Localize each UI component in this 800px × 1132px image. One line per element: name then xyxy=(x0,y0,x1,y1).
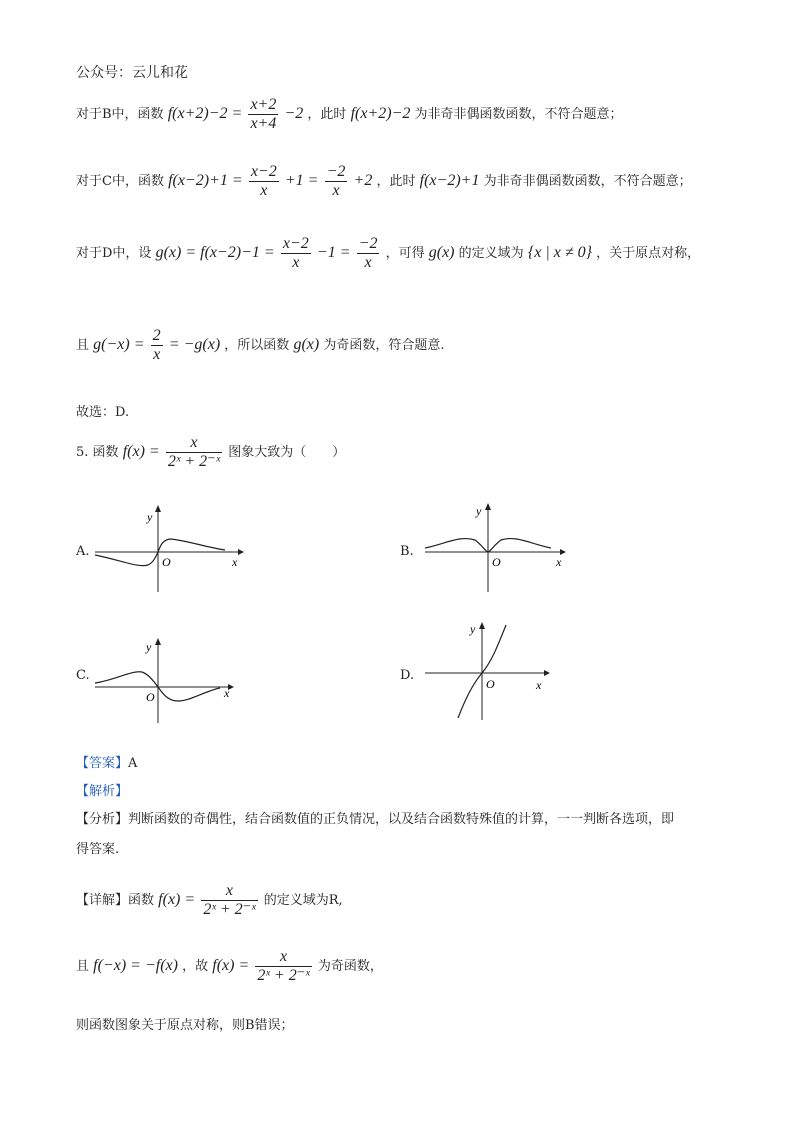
expr-c-mid: +1 = xyxy=(284,172,319,189)
expr-c-repeat: f(x−2)+1 xyxy=(419,172,480,189)
graph-c-y-label: y xyxy=(146,640,152,654)
fenxi-line-2: 得答案. xyxy=(76,842,120,857)
q5-post: 图象大致为（ ） xyxy=(228,445,346,460)
analysis-tag: 【解析】 xyxy=(76,784,129,799)
line-d-post: ，关于原点对称， xyxy=(596,246,701,261)
graph-b-x-label: x xyxy=(556,555,562,569)
graph-a-origin: O xyxy=(162,555,171,569)
option-d-label: D. xyxy=(400,668,415,683)
expr-d-domain: {x | x ≠ 0} xyxy=(527,244,592,261)
q5-frac: $\frac{x}{\text{2ˣ + 2⁻ˣ}}$ xyxy=(167,434,221,470)
graph-b-y-label: y xyxy=(476,504,482,518)
graph-d xyxy=(420,615,580,725)
line-c-mid: ，此时 xyxy=(376,174,416,189)
graph-c-y-arrow xyxy=(155,638,161,645)
graph-c-x-label: x xyxy=(224,686,230,700)
graph-d-y-label: y xyxy=(470,622,476,636)
graph-a-y-arrow xyxy=(155,505,161,512)
fenxi-line-1 xyxy=(76,808,674,827)
line-d-mid2: 的定义域为 xyxy=(458,246,524,261)
expr-gneg-tail: = −g(x) xyxy=(168,336,221,353)
expr-c-lhs: f(x−2)+1 = xyxy=(168,172,243,189)
graph-d-x-arrow xyxy=(544,670,550,676)
detail-tag: 【详解】 xyxy=(76,893,129,908)
line-b-post: 为非奇非偶函数函数，不符合题意； xyxy=(414,107,623,122)
option-b-label: B. xyxy=(400,544,414,559)
expr-g-short: g(x) xyxy=(293,336,320,353)
frac-c2: $\frac{-2}{x}$ xyxy=(326,163,346,199)
line-and-post: 为奇函数，符合题意. xyxy=(323,338,445,353)
answer-tag: 【答案】 xyxy=(76,756,129,771)
detail-fx: f(x) = xyxy=(158,891,196,908)
graph-d-origin: O xyxy=(486,677,495,691)
choice-text: 故选：D. xyxy=(76,405,130,420)
odd-mid: ，故 xyxy=(182,959,209,974)
graph-c xyxy=(90,625,250,725)
expr-b-lhs: f(x+2)−2 = xyxy=(167,105,243,122)
header-text: 公众号：云儿和花 xyxy=(76,65,188,81)
graph-a-x-label: x xyxy=(232,555,238,569)
q5-num: 5. 函数 xyxy=(76,445,119,460)
expr-b-repeat: f(x+2)−2 xyxy=(350,105,411,122)
expr-d-lhs: g(x) = f(x−2)−1 = xyxy=(155,244,275,261)
detail-pre: 函数 xyxy=(128,893,155,908)
option-c-label: C. xyxy=(76,668,90,683)
line-d xyxy=(76,235,700,272)
line-d-mid: ，可得 xyxy=(385,246,425,261)
frac-d2: $\frac{-2}{x}$ xyxy=(358,235,378,271)
answer-value: A xyxy=(128,756,138,771)
odd-line xyxy=(76,948,383,985)
line-and-mid: ，所以函数 xyxy=(224,338,290,353)
line-and-pre: 且 xyxy=(76,338,90,353)
detail-line xyxy=(76,882,343,919)
q5-fx: f(x) = xyxy=(122,443,160,460)
detail-post: 的定义域为R, xyxy=(263,893,343,908)
odd-eq: f(−x) = −f(x) xyxy=(93,957,178,974)
line-and xyxy=(76,327,445,364)
graph-a-x-arrow xyxy=(238,549,244,555)
line-d-pre: 对于D中，设 xyxy=(76,246,152,261)
graph-d-y-arrow xyxy=(479,622,485,629)
last-line: 则函数图象关于原点对称，则B错误； xyxy=(76,1018,294,1033)
option-a-label: A. xyxy=(76,544,90,559)
odd-pre: 且 xyxy=(76,959,90,974)
expr-c-tail: +2 xyxy=(353,172,373,189)
graph-d-x-label: x xyxy=(536,678,542,692)
graph-b xyxy=(420,500,580,595)
expr-d-g: g(x) xyxy=(428,244,455,261)
graph-a-y-label: y xyxy=(147,510,153,524)
line-b-mid: ，此时 xyxy=(307,107,347,122)
fenxi-tag: 【分析】 xyxy=(76,812,129,827)
frac-b: $\frac{x+2}{x+4}$ xyxy=(250,96,277,132)
graph-a xyxy=(90,500,250,595)
graph-b-origin: O xyxy=(492,555,501,569)
expr-d-mid: −1 = xyxy=(316,244,351,261)
graph-c-origin: O xyxy=(146,690,155,704)
detail-frac: $\frac{x}{\text{2ˣ + 2⁻ˣ}}$ xyxy=(203,882,256,918)
question-5 xyxy=(76,434,345,471)
line-c xyxy=(76,163,692,200)
odd-post: 为奇函数， xyxy=(317,959,383,974)
line-c-post: 为非奇非偶函数函数，不符合题意； xyxy=(483,174,692,189)
odd-frac: $\frac{x}{\text{2ˣ + 2⁻ˣ}}$ xyxy=(257,948,310,984)
frac-d1: $\frac{x-2}{x}$ xyxy=(282,235,309,271)
graph-b-y-arrow xyxy=(485,503,491,510)
expr-gneg: g(−x) = xyxy=(93,336,145,353)
odd-fx: f(x) = xyxy=(212,957,250,974)
expr-b-tail: −2 xyxy=(284,105,304,122)
fenxi-text-1: 判断函数的奇偶性，结合函数值的正负情况，以及结合函数特殊值的计算，一一判断各选项，即 xyxy=(128,812,675,827)
frac-gneg: $\frac{2}{x}$ xyxy=(152,327,161,363)
line-b-pre: 对于B中，函数 xyxy=(76,107,164,122)
answer-line xyxy=(76,752,137,771)
line-b xyxy=(76,96,623,133)
line-c-pre: 对于C中，函数 xyxy=(76,174,164,189)
frac-c1: $\frac{x-2}{x}$ xyxy=(250,163,277,199)
